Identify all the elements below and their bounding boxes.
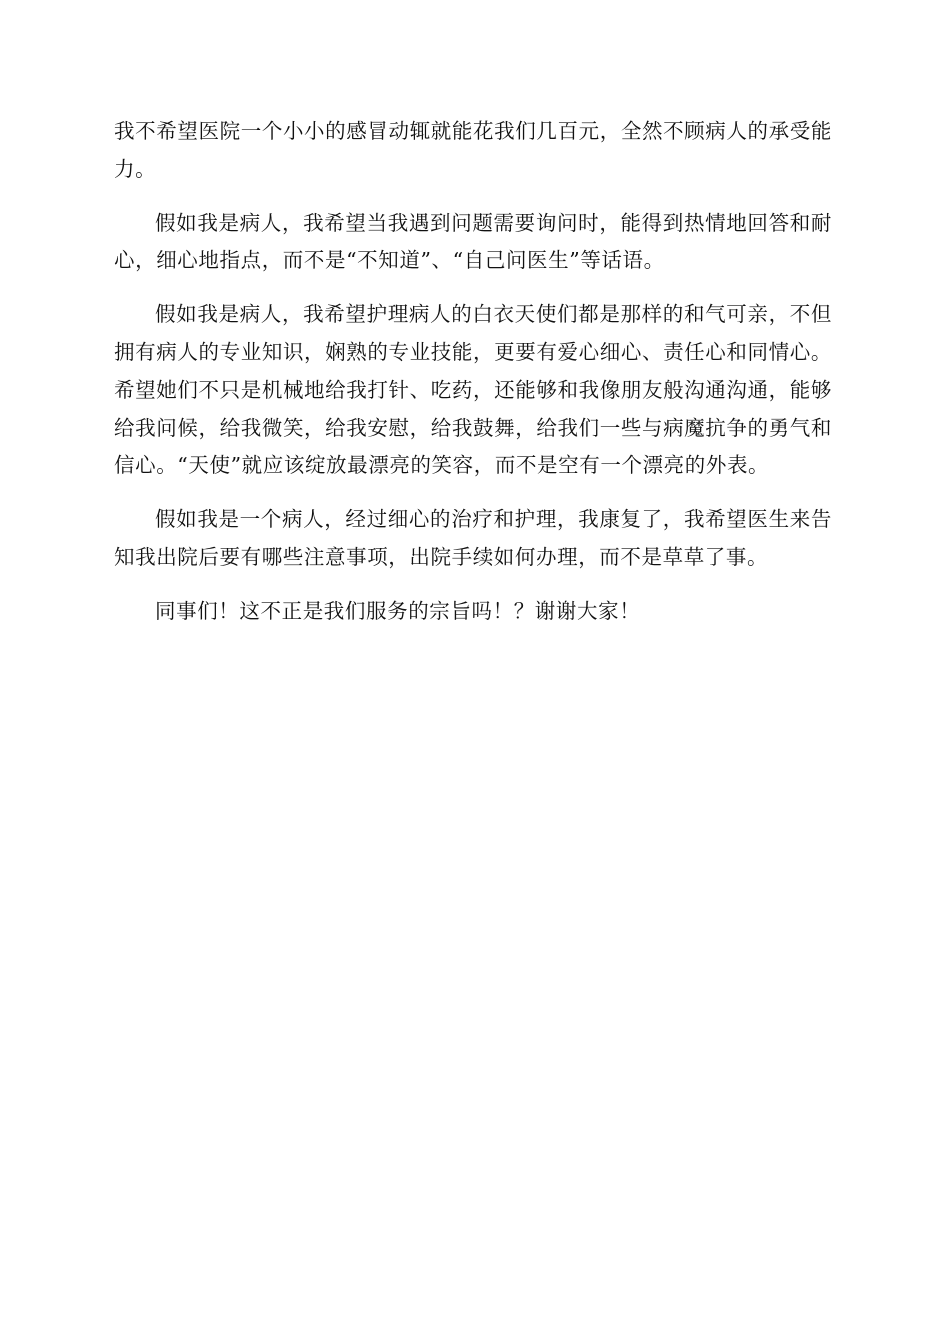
paragraph-3: 假如我是病人，我希望护理病人的白衣天使们都是那样的和气可亲，不但拥有病人的专业知识，娴熟的专业技能，更要有爱心细心、责任心和同情心。希望她们不只是机械地给我打针、吃药，还能够和我像朋友般沟通沟通，能够给我问候，给我微笑，给我安慰，给我鼓舞，给我们一些与病魔抗争的勇气和信心。“天使”就应该绽放最漂亮的笑容，而不是空有一个漂亮的外表。 <box>114 302 832 478</box>
paragraph-4: 假如我是一个病人，经过细心的治疗和护理，我康复了，我希望医生来告知我出院后要有哪些注意事项，出院手续如何办理，而不是草草了事。 <box>114 507 832 569</box>
paragraph-5: 同事们！这不正是我们服务的宗旨吗！？谢谢大家！ <box>155 598 641 623</box>
paragraph-1: 我不希望医院一个小小的感冒动辄就能花我们几百元，全然不顾病人的承受能力。 <box>114 119 832 181</box>
document-body <box>114 113 832 647</box>
paragraph-2: 假如我是病人，我希望当我遇到问题需要询问时，能得到热情地回答和耐心，细心地指点，而不是“不知道”、“自己问医生”等话语。 <box>114 210 832 273</box>
